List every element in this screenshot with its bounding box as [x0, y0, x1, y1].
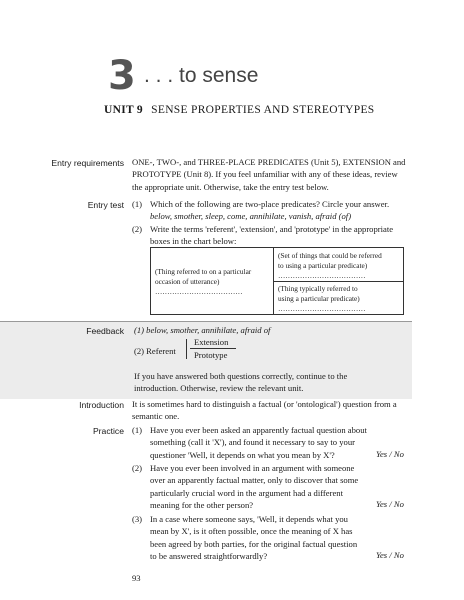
page-number: 93 — [132, 573, 141, 583]
practice-q2-line: Have you ever been involved in an argument with someone — [150, 463, 355, 473]
entry-test-q1-words: below, smother, sleep, come, annihilate, vanish, afraid (of) — [150, 211, 352, 222]
introduction-line: It is sometimes hard to distinguish a factual (or 'ontological') question from a — [132, 399, 397, 409]
unit-title: SENSE PROPERTIES AND STEREOTYPES — [151, 104, 375, 116]
practice-q1-line: Have you ever been asked an apparently factual question about — [150, 425, 367, 435]
practice-q1-yes-no[interactable]: Yes / No — [376, 449, 404, 459]
entry-test-q2 — [150, 223, 420, 248]
practice-label: Practice — [92, 426, 124, 436]
practice-q2-line: meaning for the other person? — [150, 500, 254, 511]
chart-extension-description — [278, 251, 382, 281]
practice-q2-line: over an apparently factual matter, only to discover that some — [150, 475, 359, 486]
chapter-title: . . . to sense — [144, 64, 259, 87]
practice-q3-num: (3) — [132, 514, 143, 524]
practice-q3-line: to be answered straightforwardly? — [150, 551, 268, 562]
practice-q2-yes-no[interactable]: Yes / No — [376, 499, 404, 509]
entry-test-q1-line: Which of the following are two-place predicates? Circle your answer. — [150, 199, 390, 209]
chart-bottom-line: (Thing typically referred to — [278, 284, 358, 293]
unit-heading — [104, 104, 374, 116]
feedback-prototype: Prototype — [194, 350, 228, 360]
introduction-line: semantic one. — [132, 411, 180, 422]
entry-test-q1-num: (1) — [132, 199, 143, 209]
feedback-note-line: introduction. Otherwise, review the relevant unit. — [134, 383, 304, 394]
chart-bottom-line: using a particular predicate) — [278, 294, 360, 303]
entry-test-q2-line: boxes in the chart below: — [150, 236, 237, 247]
entry-requirements-label: Entry requirements — [51, 158, 124, 168]
practice-q1-num: (1) — [132, 425, 143, 435]
chart-left-line: (Thing referred to on a particular — [155, 267, 252, 276]
practice-q1-line: questioner 'Well, it depends on what you mean by X'? — [150, 449, 335, 460]
chart-left-line: occasion of utterance) — [155, 277, 220, 286]
practice-q3 — [150, 513, 410, 563]
practice-q1-line: something (call it 'X'), and found it necessary to say to your — [150, 437, 356, 448]
practice-q3-line: mean by X', is it often possible, once the meaning of X has — [150, 526, 353, 537]
entry-req-line: ONE-, TWO-, and THREE-PLACE PREDICATES (Unit 5), EXTENSION and — [132, 157, 406, 167]
feedback-extension: Extension — [194, 337, 229, 347]
entry-req-line: PROTOTYPE (Unit 8). If you feel unfamiliar with any of these ideas, review — [132, 169, 398, 180]
practice-q3-line: In a case where someone says, 'Well, it depends what you — [150, 514, 348, 524]
entry-test-label: Entry test — [87, 200, 124, 210]
entry-req-line: the appropriate unit. Otherwise, take the entry test below. — [132, 181, 329, 192]
entry-test-q2-line: Write the terms 'referent', 'extension', and 'prototype' in the appropriate — [150, 224, 394, 234]
feedback-answer-1 — [134, 324, 270, 336]
feedback-label: Feedback — [86, 326, 124, 336]
introduction-text — [132, 398, 432, 423]
entry-test-q2-num: (2) — [132, 224, 143, 234]
practice-q3-yes-no[interactable]: Yes / No — [376, 550, 404, 560]
chart-top-line: (Set of things that could be referred — [278, 251, 382, 260]
chart-referent-description — [155, 267, 251, 297]
chart-referent-answer-blank[interactable]: ……………………………… — [155, 287, 243, 296]
feedback-answer-2-prefix: (2) Referent — [134, 346, 176, 356]
introduction-label: Introduction — [79, 400, 124, 410]
chart-prototype-answer-blank[interactable]: ……………………………… — [278, 304, 366, 313]
chapter-number: 3 — [108, 53, 136, 99]
entry-test-chart — [150, 247, 404, 315]
practice-q2-num: (2) — [132, 463, 143, 473]
feedback-note-line: If you have answered both questions correctly, continue to the — [134, 371, 348, 381]
practice-q3-line: been agreed by both parties, for the original factual question — [150, 538, 358, 549]
unit-number: UNIT 9 — [104, 104, 143, 116]
entry-requirements-text — [132, 156, 422, 193]
feedback-a1: (1) below, smother, annihilate, afraid of — [134, 325, 271, 335]
practice-q2-line: particularly crucial word in the argument had a different — [150, 487, 343, 498]
chart-divider-horizontal — [273, 281, 403, 282]
chart-extension-answer-blank[interactable]: ……………………………… — [278, 271, 366, 280]
practice-q2 — [150, 462, 410, 512]
entry-test-q1 — [150, 198, 420, 223]
chart-prototype-description — [278, 284, 366, 314]
feedback-brace — [186, 339, 188, 359]
chart-top-line: to using a particular predicate) — [278, 261, 368, 270]
feedback-note — [134, 370, 404, 395]
practice-q1 — [150, 424, 410, 461]
